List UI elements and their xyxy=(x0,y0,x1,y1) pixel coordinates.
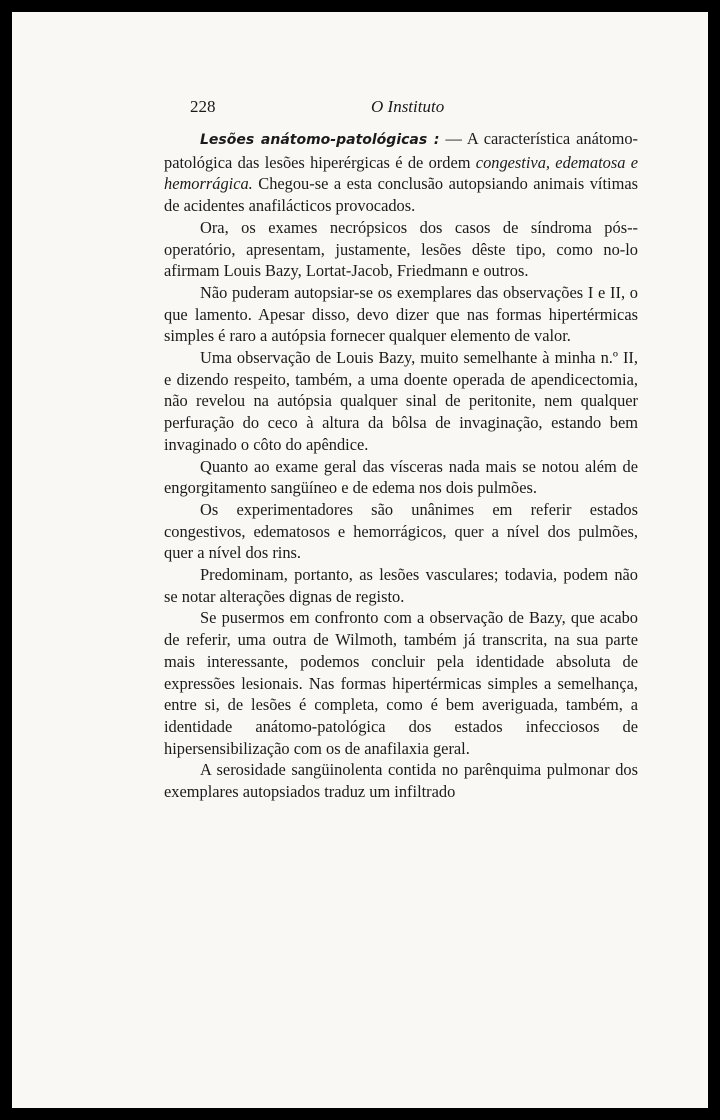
paragraph-1-emphasis: congestiva, edematosa e hemorrágica. xyxy=(164,152,638,194)
body-text xyxy=(164,128,638,803)
paragraph-6: Os experimentadores são unânimes em referir estados congestivos, edematosos e hemorrágicos, quer a nível dos pulmões, quer a nível dos rins. xyxy=(164,499,638,563)
paragraph-7: Predominam, portanto, as lesões vasculares; todavia, podem não se notar alterações dignas de registo. xyxy=(164,565,638,606)
section-heading: Lesões anátomo-patológicas : xyxy=(200,132,440,148)
page-header xyxy=(178,97,664,121)
paragraph-8: Se pusermos em confronto com a observação de Bazy, que acabo de referir, uma outra de Wilmoth, também já transcrita, na sua parte mais interessante, podemos concluir pela identidade absoluta de expressões lesionais. Nas formas hipertérmicas simples a semelhança, entre si, de lesões é completa, como é bem averiguada, também, a identidade anátomo-patológica dos estados infecciosos de hipersensibilização com os de anafilaxia geral. xyxy=(164,608,638,758)
paragraph-5: Quanto ao exame geral das vísceras nada mais se notou além de engorgitamento sangüíneo e de edema nos dois pulmões. xyxy=(164,456,638,498)
paragraph-4: Uma observação de Louis Bazy, muito semelhante à minha n.º II, e dizendo respeito, também, a uma doente operada de apendicectomia, não revelou na autópsia qualquer sinal de peritonite, nem qualquer perfuração do ceco à altura da bôlsa de invaginação, estando bem invaginado o côto do apêndice. xyxy=(164,348,638,454)
paragraph-1-text-b: Chegou-se a esta conclusão autopsiando animais vítimas de acidentes anafilácticos provocados. xyxy=(164,174,638,216)
page-number: 228 xyxy=(190,97,216,116)
paragraph-1 xyxy=(164,128,638,217)
running-title: O Instituto xyxy=(371,97,445,116)
paragraph-3: Não puderam autopsiar-se os exemplares das observações I e II, o que lamento. Apesar disso, devo dizer que nas formas hipertérmicas simples é raro a autópsia fornecer qualquer elemento de valor. xyxy=(164,282,638,346)
paragraph-9: A serosidade sangüinolenta contida no parênquima pulmonar dos exemplares autopsiados traduz um infiltrado xyxy=(164,760,638,802)
paragraph-2: Ora, os exames necrópsicos dos casos de síndroma pós--operatório, apresentam, justamente, lesões dêste tipo, como no-lo afirmam Louis Bazy, Lortat-Jacob, Friedmann e outros. xyxy=(164,217,638,281)
paragraph-1-text-a: — A característica anátomo-patológica das lesões hiperérgicas é de ordem xyxy=(164,129,639,172)
